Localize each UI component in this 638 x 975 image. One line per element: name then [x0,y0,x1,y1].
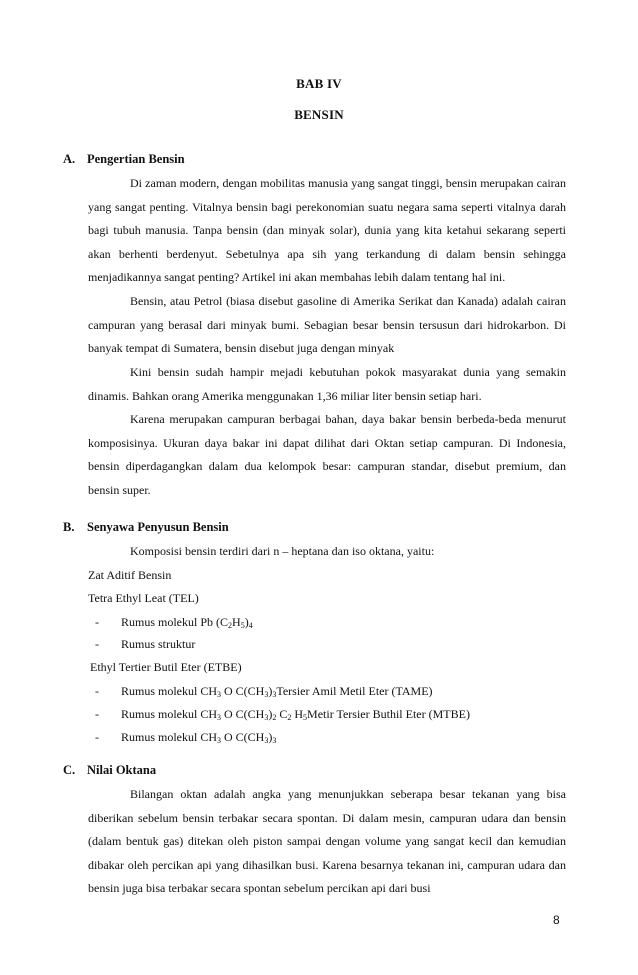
section-b-letter: B. [63,520,75,534]
formula-subscript: 3 [217,690,222,699]
formula-text: O C(CH [221,707,265,721]
formula-text: C [276,707,288,721]
section-a-heading [63,152,185,167]
formula-text: Metir Tersier Buthil Eter (MTBE) [307,707,470,721]
formula-text: ) [268,730,273,744]
formula-text: Rumus molekul CH [121,684,218,698]
chapter-number: BAB IV [296,76,342,91]
formula-subscript: 5 [240,621,245,630]
section-a-title: Pengertian Bensin [87,152,185,166]
mtbe-formula-line [95,730,276,745]
chapter-title: BENSIN [294,107,344,122]
section-a-paragraph-1: Di zaman modern, dengan mobilitas manusia yang sangat tinggi, bensin merupakan cairan yang sangat penting. Vitalnya bensin bagi perekonomian suatu negara sama seperti vitalnya darah bagi tubuh manusia. Tanpa bensin (dan minyak solar), dunia yang kita ketahui sekarang seperti akan berhenti berdenyut. Sebetulnya apa sih yang terkandung di dalam bensin sehingga menjadikannya sangat penting? Artikel ini akan membahas lebih dalam tentang hal ini. [88,176,566,285]
formula-text: Tersier Amil Metil Eter (TAME) [276,684,433,698]
formula-text: O C(CH [221,684,265,698]
formula-text: ) [268,684,273,698]
formula-subscript: 3 [217,736,222,745]
section-c-paragraph-1: Bilangan oktan adalah angka yang menunjukkan seberapa besar tekanan yang bisa diberikan sebelum bensin terbakar secara spontan. Di dalam mesin, campuran udara dan bensin (dalam bentuk gas) ditekan oleh piston sampai dengan volume yang sangat kecil dan kemudian dibakar oleh percikan api yang dihasilkan busi. Karena besarnya tekanan ini, campuran udara dan bensin juga bisa terbakar secara spontan sebelum percikan api dari busi [88,787,566,896]
section-b-heading [63,520,229,535]
tel-line: Tetra Ethyl Leat (TEL) [88,591,199,605]
formula-text: Rumus molekul CH [121,730,218,744]
formula-subscript: 4 [248,621,253,630]
zat-aditif-line: Zat Aditif Bensin [88,568,172,582]
formula-text: O C(CH [221,730,265,744]
structure-label: Rumus struktur [121,637,196,651]
list-dash: - [95,615,99,629]
section-a-letter: A. [63,152,76,166]
list-dash: - [95,730,99,744]
section-c-title: Nilai Oktana [87,763,157,777]
tame-formula-line [95,707,470,722]
formula-subscript: 3 [272,736,277,745]
structure-line [95,637,195,652]
list-dash: - [95,707,99,721]
formula-subscript: 5 [303,713,308,722]
etbe-line: Ethyl Tertier Butil Eter (ETBE) [90,660,242,674]
section-c-letter: C. [63,763,76,777]
list-dash: - [95,684,99,698]
formula-subscript: 3 [264,736,269,745]
page-number: 8 [553,913,560,927]
tel-formula-line [95,615,253,630]
formula-text: H [291,707,304,721]
list-dash: - [95,637,99,651]
section-a-paragraph-3: Kini bensin sudah hampir mejadi kebutuhan pokok masyarakat dunia yang semakin dinamis. Bahkan orang Amerika menggunakan 1,36 miliar liter bensin setiap hari. [88,365,566,403]
formula-subscript: 2 [272,713,277,722]
formula-text: H [232,615,241,629]
formula-subscript: 2 [287,713,292,722]
formula-subscript: 3 [264,713,269,722]
formula-text: Rumus molekul CH [121,707,218,721]
section-b-intro: Komposisi bensin terdiri dari n – heptana dan iso oktana, yaitu: [130,544,435,558]
section-c-heading [63,763,156,778]
formula-text: Rumus molekul Pb (C [121,615,229,629]
formula-subscript: 3 [264,690,269,699]
section-a-paragraph-4: Karena merupakan campuran berbagai bahan, daya bakar bensin berbeda-beda menurut komposisinya. Ukuran daya bakar ini dapat dilihat dari Oktan setiap campuran. Di Indonesia, bensin diperdagangkan dalam dua kelompok besar: campuran standar, disebut premium, dan bensin super. [88,412,566,497]
formula-text: ) [244,615,249,629]
formula-subscript: 3 [217,713,222,722]
formula-subscript: 2 [228,621,233,630]
section-b-title: Senyawa Penyusun Bensin [87,520,229,534]
etbe-formula-line [95,684,433,699]
formula-text: ) [268,707,273,721]
section-a-paragraph-2: Bensin, atau Petrol (biasa disebut gasoline di Amerika Serikat dan Kanada) adalah cairan campuran yang berasal dari minyak bumi. Sebagian besar bensin tersusun dari hidrokarbon. Di banyak tempat di Sumatera, bensin disebut juga dengan minyak [88,294,566,356]
formula-subscript: 3 [272,690,277,699]
